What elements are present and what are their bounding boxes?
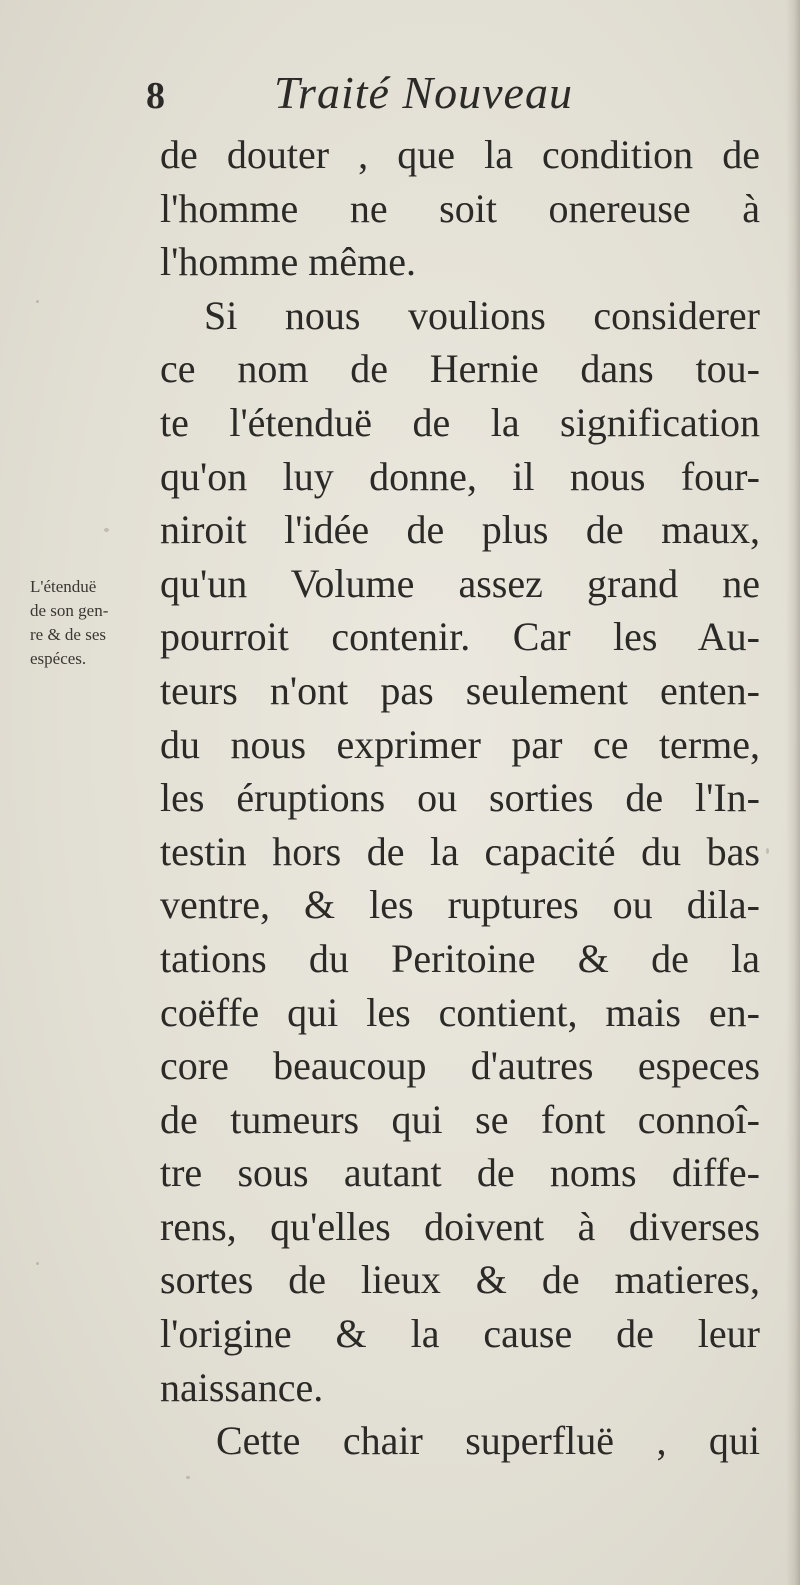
text-line: sortes de lieux & de matieres, (160, 1257, 760, 1303)
page-header (146, 66, 706, 126)
paragraph-start-line: Si nous voulions considerer (204, 292, 760, 338)
text-line: naissance. (160, 1364, 324, 1410)
text-line: rens, qu'elles doivent à diverses (160, 1203, 760, 1249)
text-line: de douter , que la condition de (160, 132, 760, 177)
marginal-note-line: re & de ses (30, 625, 107, 644)
text-line: pourroit contenir. Car les Au- (160, 614, 760, 660)
text-line: core beaucoup d'autres especes (160, 1043, 760, 1089)
marginal-note-line: de son gen- (30, 601, 109, 620)
paper-speck (186, 1476, 190, 1479)
paper-speck (36, 1262, 39, 1265)
text-line: tre sous autant de noms diffe- (160, 1150, 760, 1196)
paper-speck (36, 300, 39, 303)
paper-speck (104, 528, 109, 532)
text-line: tations du Peritoine & de la (160, 935, 760, 981)
text-line: coëffe qui les contient, mais en- (160, 989, 760, 1035)
text-line: te l'étenduë de la signification (160, 399, 760, 445)
text-line: qu'on luy donne, il nous four- (160, 453, 760, 499)
text-line: niroit l'idée de plus de maux, (160, 507, 760, 553)
marginal-note-line: espéces. (30, 649, 87, 668)
paper-speck (766, 848, 769, 854)
text-line: ventre, & les ruptures ou dila- (160, 882, 760, 928)
text-line: l'homme ne soit onereuse à (160, 185, 760, 231)
text-line: qu'un Volume assez grand ne (160, 560, 760, 606)
text-line: l'homme même. (160, 239, 417, 285)
text-line: de tumeurs qui se font connoî- (160, 1096, 760, 1142)
paragraph-start-line: Cette chair superfluë , qui (216, 1418, 760, 1464)
body-text (160, 128, 760, 1468)
text-line: testin hors de la capacité du bas (160, 828, 760, 874)
page-number: 8 (146, 75, 165, 117)
text-line: teurs n'ont pas seulement enten- (160, 667, 760, 713)
text-line: l'origine & la cause de leur (160, 1311, 760, 1357)
marginal-note (30, 575, 154, 671)
text-line: du nous exprimer par ce terme, (160, 721, 760, 767)
text-line: ce nom de Hernie dans tou- (160, 346, 760, 392)
marginal-note-line: L'étenduë (30, 577, 97, 596)
page-edge-shadow (786, 0, 800, 1585)
running-head: Traité Nouveau (274, 67, 573, 118)
text-line: les éruptions ou sorties de l'In- (160, 775, 760, 821)
